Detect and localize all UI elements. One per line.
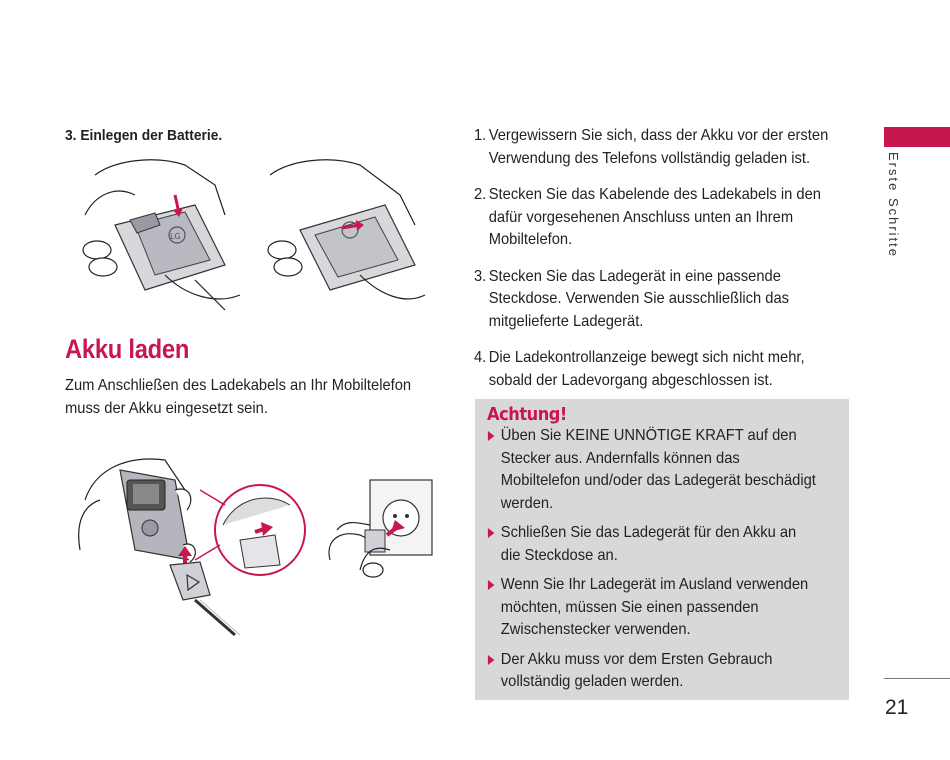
chapter-tab [884,127,950,147]
caution-list [487,425,847,701]
step-heading: 3. Einlegen der Batterie. [65,127,223,144]
list-item: Wenn Sie Ihr Ladegerät im Ausland verwenden möchten, müssen Sie einen passenden Zwischenstecker verwenden. [487,574,818,642]
section-title: Akku laden [65,334,190,364]
divider [884,678,950,679]
chapter-label: Erste Schritte [886,152,901,259]
list-item: 2. Stecken Sie das Kabelende des Ladekabels in den dafür vorgesehenen Anschluss unten an Ihrem Mobiltelefon. [474,186,821,248]
battery-insert-illustration-2 [260,155,430,315]
list-item: 1. Vergewissern Sie sich, dass der Akku vor der ersten Verwendung des Telefons vollständig geladen ist. [474,127,829,167]
caution-title: Achtung! [487,404,567,425]
bullet-triangle-icon [488,580,494,590]
list-item: Üben Sie KEINE UNNÖTIGE KRAFT auf den Stecker aus. Andernfalls können das Mobiltelefon und/oder das Ladegerät beschädigt werden. [487,425,818,515]
bullet-triangle-icon [488,431,494,441]
bullet-triangle-icon [488,528,494,538]
list-item: 3. Stecken Sie das Ladegerät in eine passende Steckdose. Verwenden Sie ausschließlich das mitgelieferte Ladegerät. [474,267,790,330]
phone-logo-text: LG [170,232,181,241]
list-item: Schließen Sie das Ladegerät für den Akku an die Steckdose an. [487,522,818,567]
list-item: 4. Die Ladekontrollanzeige bewegt sich nicht mehr, sobald der Ladevorgang abgeschlossen ist. [474,349,805,389]
page-number: 21 [885,696,909,719]
caution-box [475,399,849,700]
battery-insert-illustration-1 [75,155,245,315]
bullet-triangle-icon [488,655,494,665]
charging-illustration [75,450,460,640]
list-item: Der Akku muss vor dem Ersten Gebrauch vollständig geladen werden. [487,649,818,694]
intro-text: Zum Anschließen des Ladekabels an Ihr Mobiltelefon muss der Akku eingesetzt sein. [65,377,412,417]
steps-list [474,125,874,406]
